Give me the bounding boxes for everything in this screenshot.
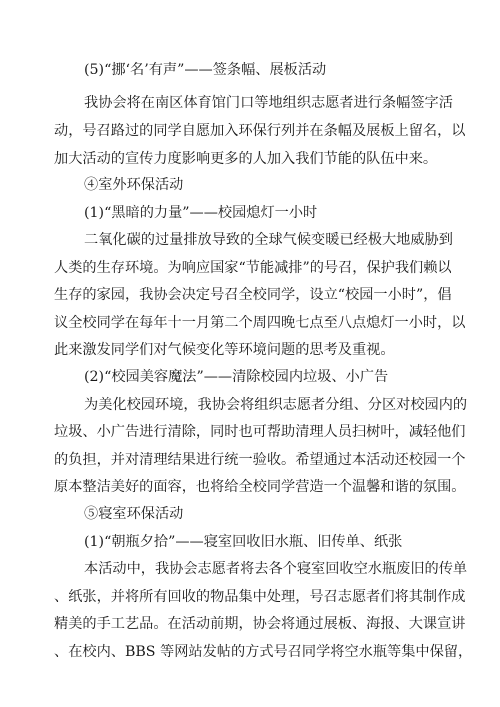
paragraph-line: 精美的手工艺品。在活动前期，协会将通过展板、海报、大课宣讲 — [54, 616, 466, 632]
paragraph-line: 生存的家园，我协会决定号召全校同学，设立“校园一小时”，倡 — [54, 287, 452, 303]
paragraph-line: 本活动中，我协会志愿者将去各个寝室回收空水瓶废旧的传单 — [84, 561, 468, 577]
paragraph-line: 为美化校园环境，我协会将组织志愿者分组、分区对校园内的 — [84, 397, 468, 413]
subheading-lights-off: (1)“黑暗的力量”——校园熄灯一小时 — [84, 205, 318, 221]
paragraph-line: 二氧化碳的过量排放导致的全球气候变暖已经极大地威胁到 — [84, 232, 453, 248]
subheading-campus-cleanup: (2)“校园美容魔法”——清除校园内垃圾、小广告 — [84, 369, 389, 385]
paragraph-line: 动，号召路过的同学自愿加入环保行列并在条幅及展板上留名，以 — [54, 123, 466, 139]
paragraph-line: 我协会将在南区体育馆门口等地组织志愿者进行条幅签字活 — [84, 95, 453, 111]
paragraph-line: 此来激发同学们对气候变化等环境问题的思考及重视。 — [54, 342, 395, 358]
section-heading-outdoor: ④室外环保活动 — [84, 177, 184, 193]
section-heading-dorm: ⑤寝室环保活动 — [84, 506, 184, 522]
subheading-signature-activity: (5)“挪‘名’有声”——签条幅、展板活动 — [84, 62, 327, 78]
paragraph-line: 人类的生存环境。为响应国家“节能减排”的号召，保护我们赖以 — [54, 260, 452, 276]
paragraph-line: 、在校内、BBS 等网站发帖的方式号召同学将空水瓶等集中保留， — [54, 644, 473, 660]
paragraph-line: 、纸张，并将所有回收的物品集中处理，号召志愿者们将其制作成 — [54, 589, 466, 605]
subheading-bottle-recycling: (1)“朝瓶夕拾”——寝室回收旧水瓶、旧传单、纸张 — [84, 534, 403, 550]
paragraph-line: 垃圾、小广告进行清除，同时也可帮助清理人员扫树叶，减轻他们 — [54, 424, 466, 440]
paragraph-line: 议全校同学在每年十一月第二个周四晚七点至八点熄灯一小时，以 — [54, 315, 466, 331]
paragraph-line: 原本整洁美好的面容，也将给全校同学营造一个温馨和谐的氛围。 — [54, 479, 466, 495]
paragraph-line: 加大活动的宣传力度影响更多的人加入我们节能的队伍中来。 — [54, 151, 438, 167]
paragraph-line: 的负担，并对清理结果进行统一验收。希望通过本活动还校园一个 — [54, 452, 466, 468]
